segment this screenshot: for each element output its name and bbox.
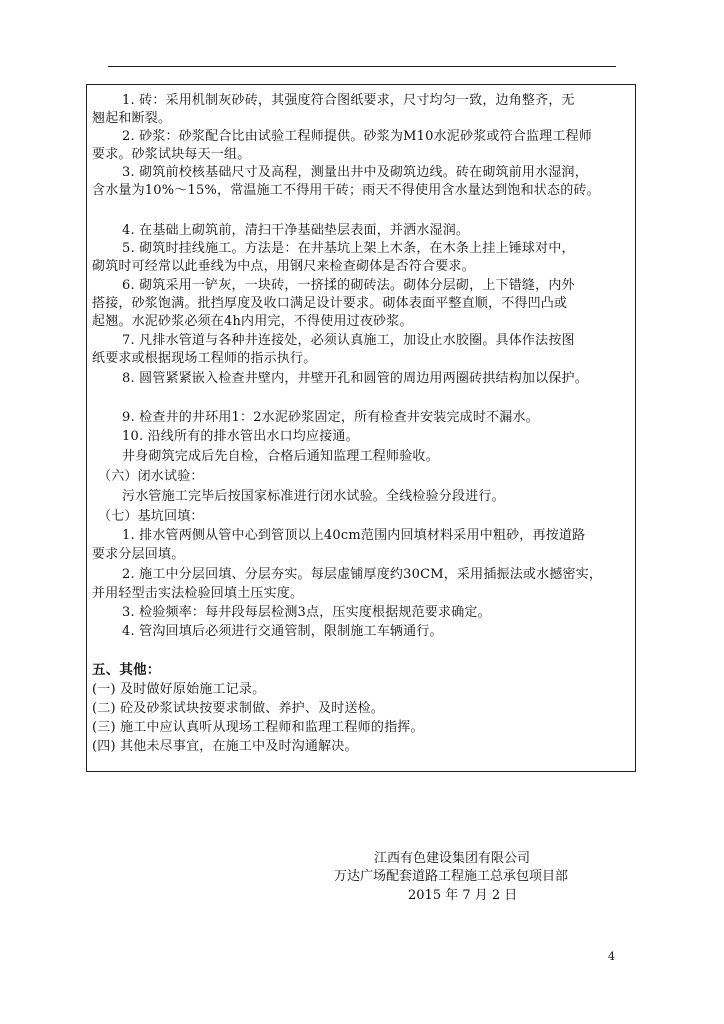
text-line: 1. 排水管两侧从管中心到管顶以上40cm范围内回填材料采用中粗砂，再按道路	[122, 528, 586, 543]
text-line: 8. 圆管紧紧嵌入检查井壁内，井壁开孔和圆管的周边用两圈砖拱结构加以保护。	[122, 371, 588, 386]
text-line: 3. 砌筑前校核基础尺寸及高程，测量出井中及砌筑边线。砖在砌筑前用水湿润，	[122, 165, 588, 180]
header-rule	[108, 66, 616, 67]
text-line: 10. 沿线所有的排水管出水口均应接通。	[122, 429, 359, 444]
text-line: 翘起和断裂。	[92, 111, 172, 126]
chapter-heading: 五、其他：	[92, 662, 161, 678]
section-heading: （六）闭水试验：	[98, 469, 204, 484]
text-line: 污水管施工完毕后按国家标准进行闭水试验。全线检验分段进行。	[122, 489, 505, 504]
list-item: (一) 及时做好原始施工记录。	[92, 682, 266, 697]
page-number: 4	[608, 950, 615, 963]
text-line: 要求分层回填。	[92, 547, 185, 562]
footer-company: 江西有色建设集团有限公司	[374, 851, 531, 866]
text-line: 4. 在基础上砌筑前，清扫干净基础垫层表面，并洒水湿润。	[122, 223, 470, 238]
text-line: 3. 检验频率：每井段每层检测3点，压实度根据规范要求确定。	[122, 605, 491, 620]
text-line: 井身砌筑完成后先自检，合格后通知监理工程师验收。	[122, 449, 439, 464]
text-line: 1. 砖：采用机制灰砂砖，其强度符合图纸要求，尺寸均匀一致，边角整齐，无	[122, 93, 575, 108]
section-heading: （七）基坑回填：	[98, 509, 204, 524]
list-item: (二) 砼及砂浆试块按要求制做、养护、及时送检。	[92, 701, 385, 716]
text-line: 2. 施工中分层回填、分层夯实。每层虚铺厚度约30CM，采用插振法或水撼密实，	[122, 567, 603, 582]
text-line: 砌筑时可经常以此垂线为中点，用钢尺来检查砌体是否符合要求。	[92, 259, 475, 274]
text-line: 要求。砂浆试块每天一组。	[92, 147, 251, 162]
footer-date: 2015 年 7 月 2 日	[408, 888, 518, 903]
text-line: 含水量为10%～15%，常温施工不得用干砖；雨天不得使用含水量达到饱和状态的砖。	[92, 183, 600, 198]
text-line: 搭接，砂浆饱满。批挡厚度及收口满足设计要求。砌体表面平整直顺，不得凹凸或	[92, 296, 568, 311]
text-line: 起翘。水泥砂浆必须在4h内用完，不得使用过夜砂浆。	[92, 314, 413, 329]
text-line: 纸要求或根据现场工程师的指示执行。	[92, 351, 317, 366]
text-line: 2. 砂浆：砂浆配合比由试验工程师提供。砂浆为M10水泥砂浆或符合监理工程师	[122, 129, 592, 144]
list-item: (三) 施工中应认真听从现场工程师和监理工程师的指挥。	[92, 720, 424, 735]
text-line: 5. 砌筑时挂线施工。方法是：在井基坑上架上木条，在木条上挂上锤球对中，	[122, 241, 575, 256]
list-item: (四) 其他未尽事宜，在施工中及时沟通解决。	[92, 739, 358, 754]
text-line: 6. 砌筑采用一铲灰，一块砖，一挤揉的砌砖法。砌体分层砌，上下错缝，内外	[122, 278, 575, 293]
text-line: 7. 凡排水管道与各种井连接处，必须认真施工，加设止水胶圈。具体作法按图	[122, 333, 575, 348]
text-line: 4. 管沟回填后必须进行交通管制，限制施工车辆通行。	[122, 624, 443, 639]
text-line: 并用轻型击实法检验回填土压实度。	[92, 586, 304, 601]
text-line: 9. 检查井的井环用1：2水泥砂浆固定，所有检查井安装完成时不漏水。	[122, 410, 539, 425]
footer-project: 万达广场配套道路工程施工总承包项目部	[334, 869, 569, 884]
